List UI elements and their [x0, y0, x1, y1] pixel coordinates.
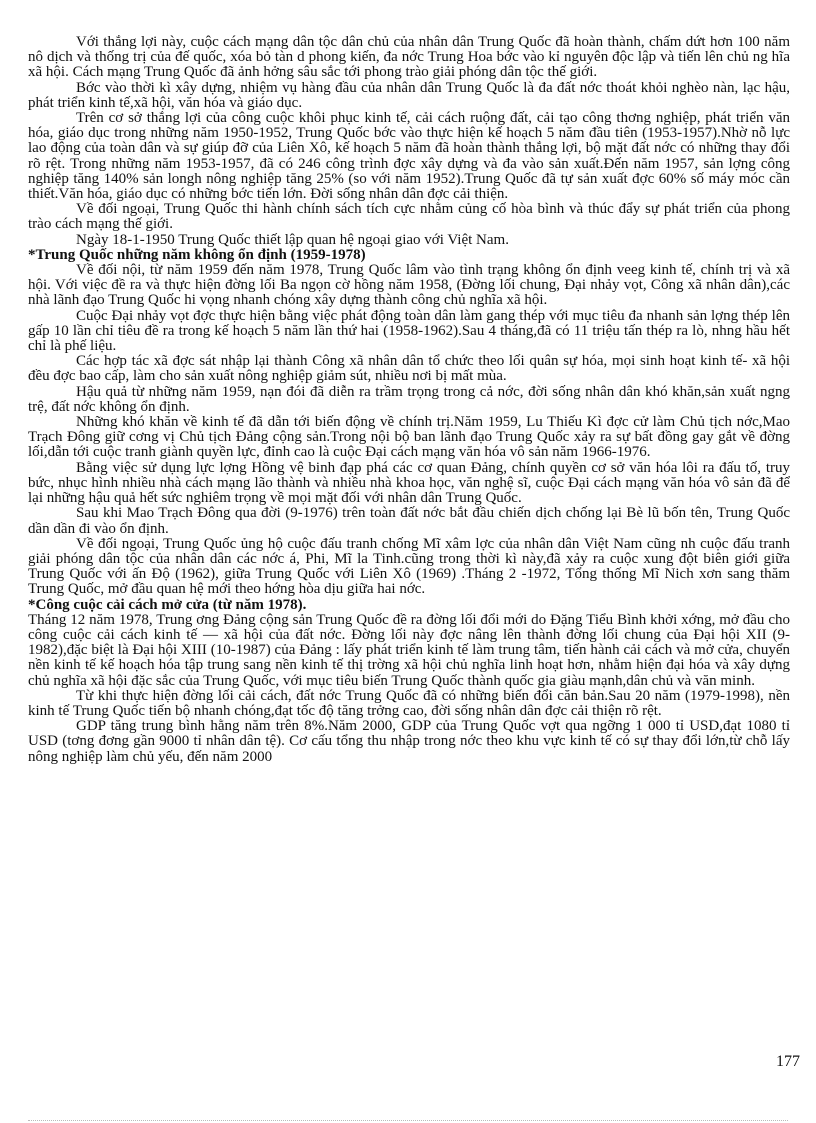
- page-number: 177: [776, 1053, 800, 1070]
- paragraph: Các hợp tác xã đợc sát nhập lại thành Công xã nhân dân tổ chức theo lối quân sự hóa, mọi sinh hoạt kinh tế- xã hội đều đợc bao cấp, làm cho sản xuất nông nghiệp giảm sút, nhiều nơi bị mất mùa.: [28, 353, 790, 385]
- paragraph: Tháng 12 năm 1978, Trung ơng Đảng cộng sản Trung Quốc đề ra đờng lối đổi mới do Đặng Tiểu Bình khởi xớng, mở đầu cho công cuộc cải cách kinh tế — xã hội của đất nớc. Đờng lối này đợc nâng lên thành đờng lối chung của Đại hội XII (9-1982),đặc biệt là Đại hội XIII (10-1987) của Đảng : lấy phát triển kinh tế làm trung tâm, tiến hành cải cách và mở cửa, chuyển nền kinh tế kế hoạch hóa tập trung sang nền kinh tế thị trờng xã hội chủ nghĩa linh hoạt hơn, nhằm hiện đại hóa và xây dựng chủ nghĩa xã hội đặc sắc của Trung Quốc, với mục tiêu biến Trung Quốc thành quốc gia giàu mạnh,dân chủ và văn minh.: [28, 611, 790, 689]
- paragraph: Trên cơ sở thắng lợi của công cuộc khôi phục kinh tế, cải cách ruộng đất, cải tạo công thơng nghiệp, phát triển văn hóa, giáo dục trong những năm 1950-1952, Trung Quốc bớc vào thực hiện kế hoạch 5 năm đầu tiên (1953-1957).Nhờ nỗ lực lao động của toàn dân và sự giúp đỡ của Liên Xô, kế hoạch 5 năm đã hoàn thành thắng lợi, bộ mặt đất nớc có những thay đổi rõ rệt. Trong những năm 1953-1957, đã có 246 công trình đợc xây dựng và đa vào sản xuất.Đến năm 1957, sản lợng công nghiệp tăng 140% sản longh nông nghiệp tăng 25% (so với năm 1952).Trung Quốc đã tự sản xuất đợc 60% số máy móc cần thiết.Văn hóa, giáo dục có những bớc tiến lớn. Đời sống nhân dân đợc cải thiện.: [28, 110, 790, 203]
- paragraph: Những khó khăn về kinh tế đã dẫn tới biến động về chính trị.Năm 1959, Lu Thiếu Kì đợc cử làm Chủ tịch nớc,Mao Trạch Đông giữ cơng vị Chủ tịch Đảng cộng sản.Trong nội bộ ban lãnh đạo Trung Quốc xảy ra sự bất đồng gay gắt về đờng lối,dẫn tới cuộc tranh giành quyền lực, đỉnh cao là cuộc Đại cách mạng văn hóa vô sản năm 1966-1976.: [28, 414, 790, 461]
- paragraph: Cuộc Đại nhảy vọt đợc thực hiện bằng việc phát động toàn dân làm gang thép với mục tiêu đa nhanh sản lợng thép lên gấp 10 lần chỉ tiêu đề ra trong kế hoạch 5 năm lần thứ hai (1958-1962).Sau 4 tháng,đã có 11 triệu tấn thép ra lò, nhng hầu hết chỉ là phế liệu.: [28, 307, 790, 355]
- section-heading: *Trung Quốc những năm không ổn định (1959-1978): [28, 246, 366, 263]
- footer-divider: [28, 1120, 788, 1121]
- paragraph: Về đối nội, từ năm 1959 đến năm 1978, Trung Quốc lâm vào tình trạng không ổn định veeg kinh tế, chính trị và xã hội. Với việc đề ra và thực hiện đờng lối Ba ngọn cờ hồng năm 1958, (Đờng lối chung, Đại nhảy vọt, Công xã nhân dân),các nhà lãnh đạo Trung Quốc hi vọng nhanh chóng xây dựng thành công chủ nghĩa xã hội.: [28, 262, 790, 309]
- paragraph: Hậu quả từ những năm 1959, nạn đói đã diễn ra trầm trọng trong cả nớc, đời sống nhân dân khó khăn,sản xuất ngng trệ, đất nớc không ổn định.: [28, 383, 790, 415]
- paragraph: Bằng việc sử dụng lực lợng Hồng vệ binh đạp phá các cơ quan Đảng, chính quyền cơ sở văn hóa lôi ra đấu tố, truy bức, nhục hình nhiều nhà cách mạng lão thành và nhiều nhà khoa học, văn nghệ sĩ, cuộc Đại cách mạng văn hóa vô sản đã để lại những hậu quả hết sức nghiêm trọng về mọi mặt đối với nhân dân Trung Quốc.: [28, 459, 790, 507]
- paragraph: GDP tăng trung bình hằng năm trên 8%.Năm 2000, GDP của Trung Quốc vợt qua ngỡng 1 000 tỉ USD,đạt 1080 tỉ USD (tơng đơng gần 9000 tỉ nhân dân tệ). Cơ cấu tổng thu nhập trong nớc theo khu vực kinh tế có sự thay đổi lớn,từ chỗ lấy nông nghiệp làm chủ yếu, đến năm 2000: [28, 718, 790, 765]
- paragraph: Ngày 18-1-1950 Trung Quốc thiết lập quan hệ ngoại giao với Việt Nam.: [76, 231, 509, 248]
- paragraph: Với thắng lợi này, cuộc cách mạng dân tộc dân chủ của nhân dân Trung Quốc đã hoàn thành, chấm dứt hơn 100 năm nô dịch và thống trị của đế quốc, xóa bỏ tàn d phong kiến, đa nớc Trung Hoa bớc vào kỉ nguyên độc lập và tiến lên chủ ng hĩa xã hội. Cách mạng Trung Quốc đã ảnh hởng sâu sắc tới phong trào giải phóng dân tộc thế giới.: [28, 34, 790, 81]
- paragraph: Từ khi thực hiện đờng lối cải cách, đất nớc Trung Quốc đã có những biến đổi căn bản.Sau 20 năm (1979-1998), nền kinh tế Trung Quốc tiến bộ nhanh chóng,đạt tốc độ tăng trởng cao, đời sống nhân dân đợc cải thiện rõ rệt.: [28, 687, 790, 719]
- document-body: [28, 35, 790, 765]
- paragraph: Về đối ngoại, Trung Quốc thi hành chính sách tích cực nhằm củng cố hòa bình và thúc đẩy sự phát triển của phong trào cách mạng thế giới.: [28, 201, 790, 233]
- paragraph: Sau khi Mao Trạch Đông qua đời (9-1976) trên toàn đất nớc bắt đầu chiến dịch chống lại Bè lũ bốn tên, Trung Quốc dần dần đi vào ổn định.: [28, 505, 790, 537]
- paragraph: Về đối ngoại, Trung Quốc ủng hộ cuộc đấu tranh chống Mĩ xâm lợc của nhân dân Việt Nam cũng nh cuộc đấu tranh giải phóng dân tộc của nhân dân các nớc á, Phi, Mĩ la Tinh.cũng trong thời kì này,đã xảy ra cuộc xung đột biên giới giữa Trung Quốc với ấn Độ (1962), giữa Trung Quốc với Liên Xô (1969) .Tháng 2 -1972, Tổng thống Mĩ Nich xơn sang thăm Trung Quốc, mở đầu quan hệ mới theo hớng hòa dịu giữa hai nớc.: [28, 535, 790, 598]
- section-heading: *Công cuộc cải cách mở cửa (từ năm 1978).: [28, 596, 307, 613]
- paragraph: Bớc vào thời kì xây dựng, nhiệm vụ hàng đầu của nhân dân Trung Quốc là đa đất nớc thoát khỏi nghèo nàn, lạc hậu, phát triển kinh tế,xã hội, văn hóa và giáo dục.: [28, 79, 790, 111]
